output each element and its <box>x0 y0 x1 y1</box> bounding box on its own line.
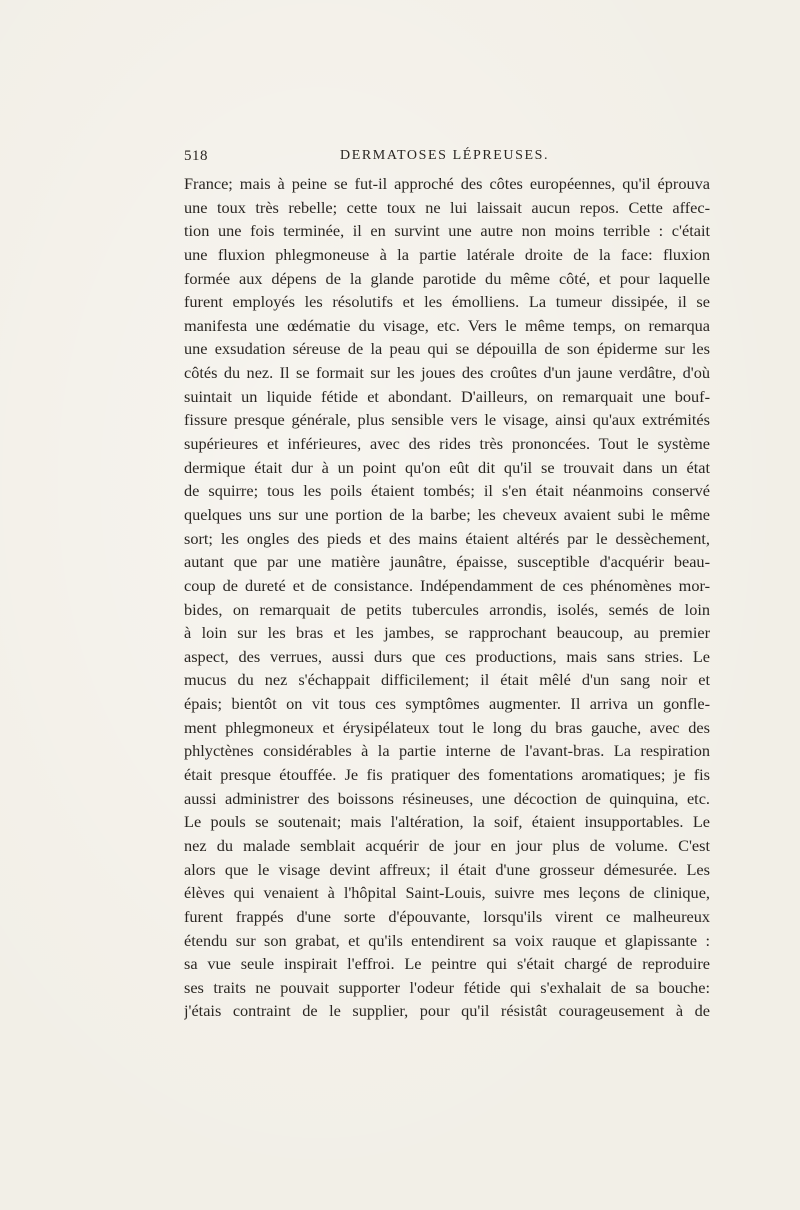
text-line: coup de dureté et de consistance. Indépendamment de ces phénomènes mor- <box>184 575 710 595</box>
text-line: nez du malade semblait acquérir de jour en jour plus de volume. C'est <box>184 835 710 855</box>
text-line: ment phlegmoneux et érysipélateux tout le long du bras gauche, avec des <box>184 717 710 737</box>
text-line: sa vue seule inspirait l'effroi. Le peintre qui s'était chargé de reproduire <box>184 954 710 974</box>
body-text <box>184 172 710 1023</box>
text-line: de squirre; tous les poils étaient tombés; il s'en était néanmoins conservé <box>184 481 710 501</box>
text-line: ses traits ne pouvait supporter l'odeur fétide qui s'exhalait de sa bouche: <box>184 977 710 997</box>
text-line: élèves qui venaient à l'hôpital Saint-Louis, suivre mes leçons de clinique, <box>184 883 710 903</box>
text-line: sort; les ongles des pieds et des mains étaient altérés par le dessèchement, <box>184 528 710 548</box>
text-line: phlyctènes considérables à la partie interne de l'avant-bras. La respiration <box>184 741 710 761</box>
text-line: manifesta une œdématie du visage, etc. Vers le même temps, on remarqua <box>184 315 710 335</box>
running-head <box>184 148 710 170</box>
text-line: épais; bientôt on vit tous ces symptômes augmenter. Il arriva un gonfle- <box>184 694 710 714</box>
text-line: fissure presque générale, plus sensible vers le visage, ainsi qu'aux extrémités <box>184 410 710 430</box>
text-line: une fluxion phlegmoneuse à la partie latérale droite de la face: fluxion <box>184 244 710 264</box>
text-line: côtés du nez. Il se formait sur les joues des croûtes d'un jaune verdâtre, d'où <box>184 363 710 383</box>
text-line: autant que par une matière jaunâtre, épaisse, susceptible d'acquérir beau- <box>184 552 710 572</box>
text-line: à loin sur les bras et les jambes, se rapprochant beaucoup, au premier <box>184 623 710 643</box>
text-line: bides, on remarquait de petits tubercules arrondis, isolés, semés de loin <box>184 599 710 619</box>
running-title: DERMATOSES LÉPREUSES. <box>340 148 550 163</box>
page-number: 518 <box>184 148 208 164</box>
text-line: aussi administrer des boissons résineuses, une décoction de quinquina, etc. <box>184 788 710 808</box>
text-line: quelques uns sur une portion de la barbe; les cheveux avaient subi le même <box>184 504 710 524</box>
text-line: furent frappés d'une sorte d'épouvante, lorsqu'ils virent ce malheureux <box>184 906 710 926</box>
text-line: mucus du nez s'échappait difficilement; il était mêlé d'un sang noir et <box>184 670 710 690</box>
text-line: tion une fois terminée, il en survint une autre non moins terrible : c'était <box>184 221 710 241</box>
text-line: j'étais contraint de le supplier, pour qu'il résistât courageusement à de <box>184 1001 710 1021</box>
text-line: dermique était dur à un point qu'on eût dit qu'il se trouvait dans un état <box>184 457 710 477</box>
text-line: Le pouls se soutenait; mais l'altération, la soif, étaient insupportables. Le <box>184 812 710 832</box>
text-line: France; mais à peine se fut-il approché des côtes européennes, qu'il éprouva <box>184 174 710 193</box>
text-line: furent employés les résolutifs et les émolliens. La tumeur dissipée, il se <box>184 292 710 312</box>
text-line: était presque étouffée. Je fis pratiquer des fomentations aromatiques; je fis <box>184 765 710 785</box>
text-line: formée aux dépens de la glande parotide du même côté, et pour laquelle <box>184 268 710 288</box>
text-line: étendu sur son grabat, et qu'ils entendirent sa voix rauque et glapissante : <box>184 930 710 950</box>
text-line: une exsudation séreuse de la peau qui se dépouilla de son épiderme sur les <box>184 339 710 359</box>
text-line: supérieures et inférieures, avec des rides très prononcées. Tout le système <box>184 434 710 454</box>
text-line: une toux très rebelle; cette toux ne lui laissait aucun repos. Cette affec- <box>184 197 710 217</box>
text-line: suintait un liquide fétide et abondant. D'ailleurs, on remarquait une bouf- <box>184 386 710 406</box>
text-line: aspect, des verrues, aussi durs que ces productions, mais sans stries. Le <box>184 646 710 666</box>
text-line: alors que le visage devint affreux; il était d'une grosseur démesurée. Les <box>184 859 710 879</box>
